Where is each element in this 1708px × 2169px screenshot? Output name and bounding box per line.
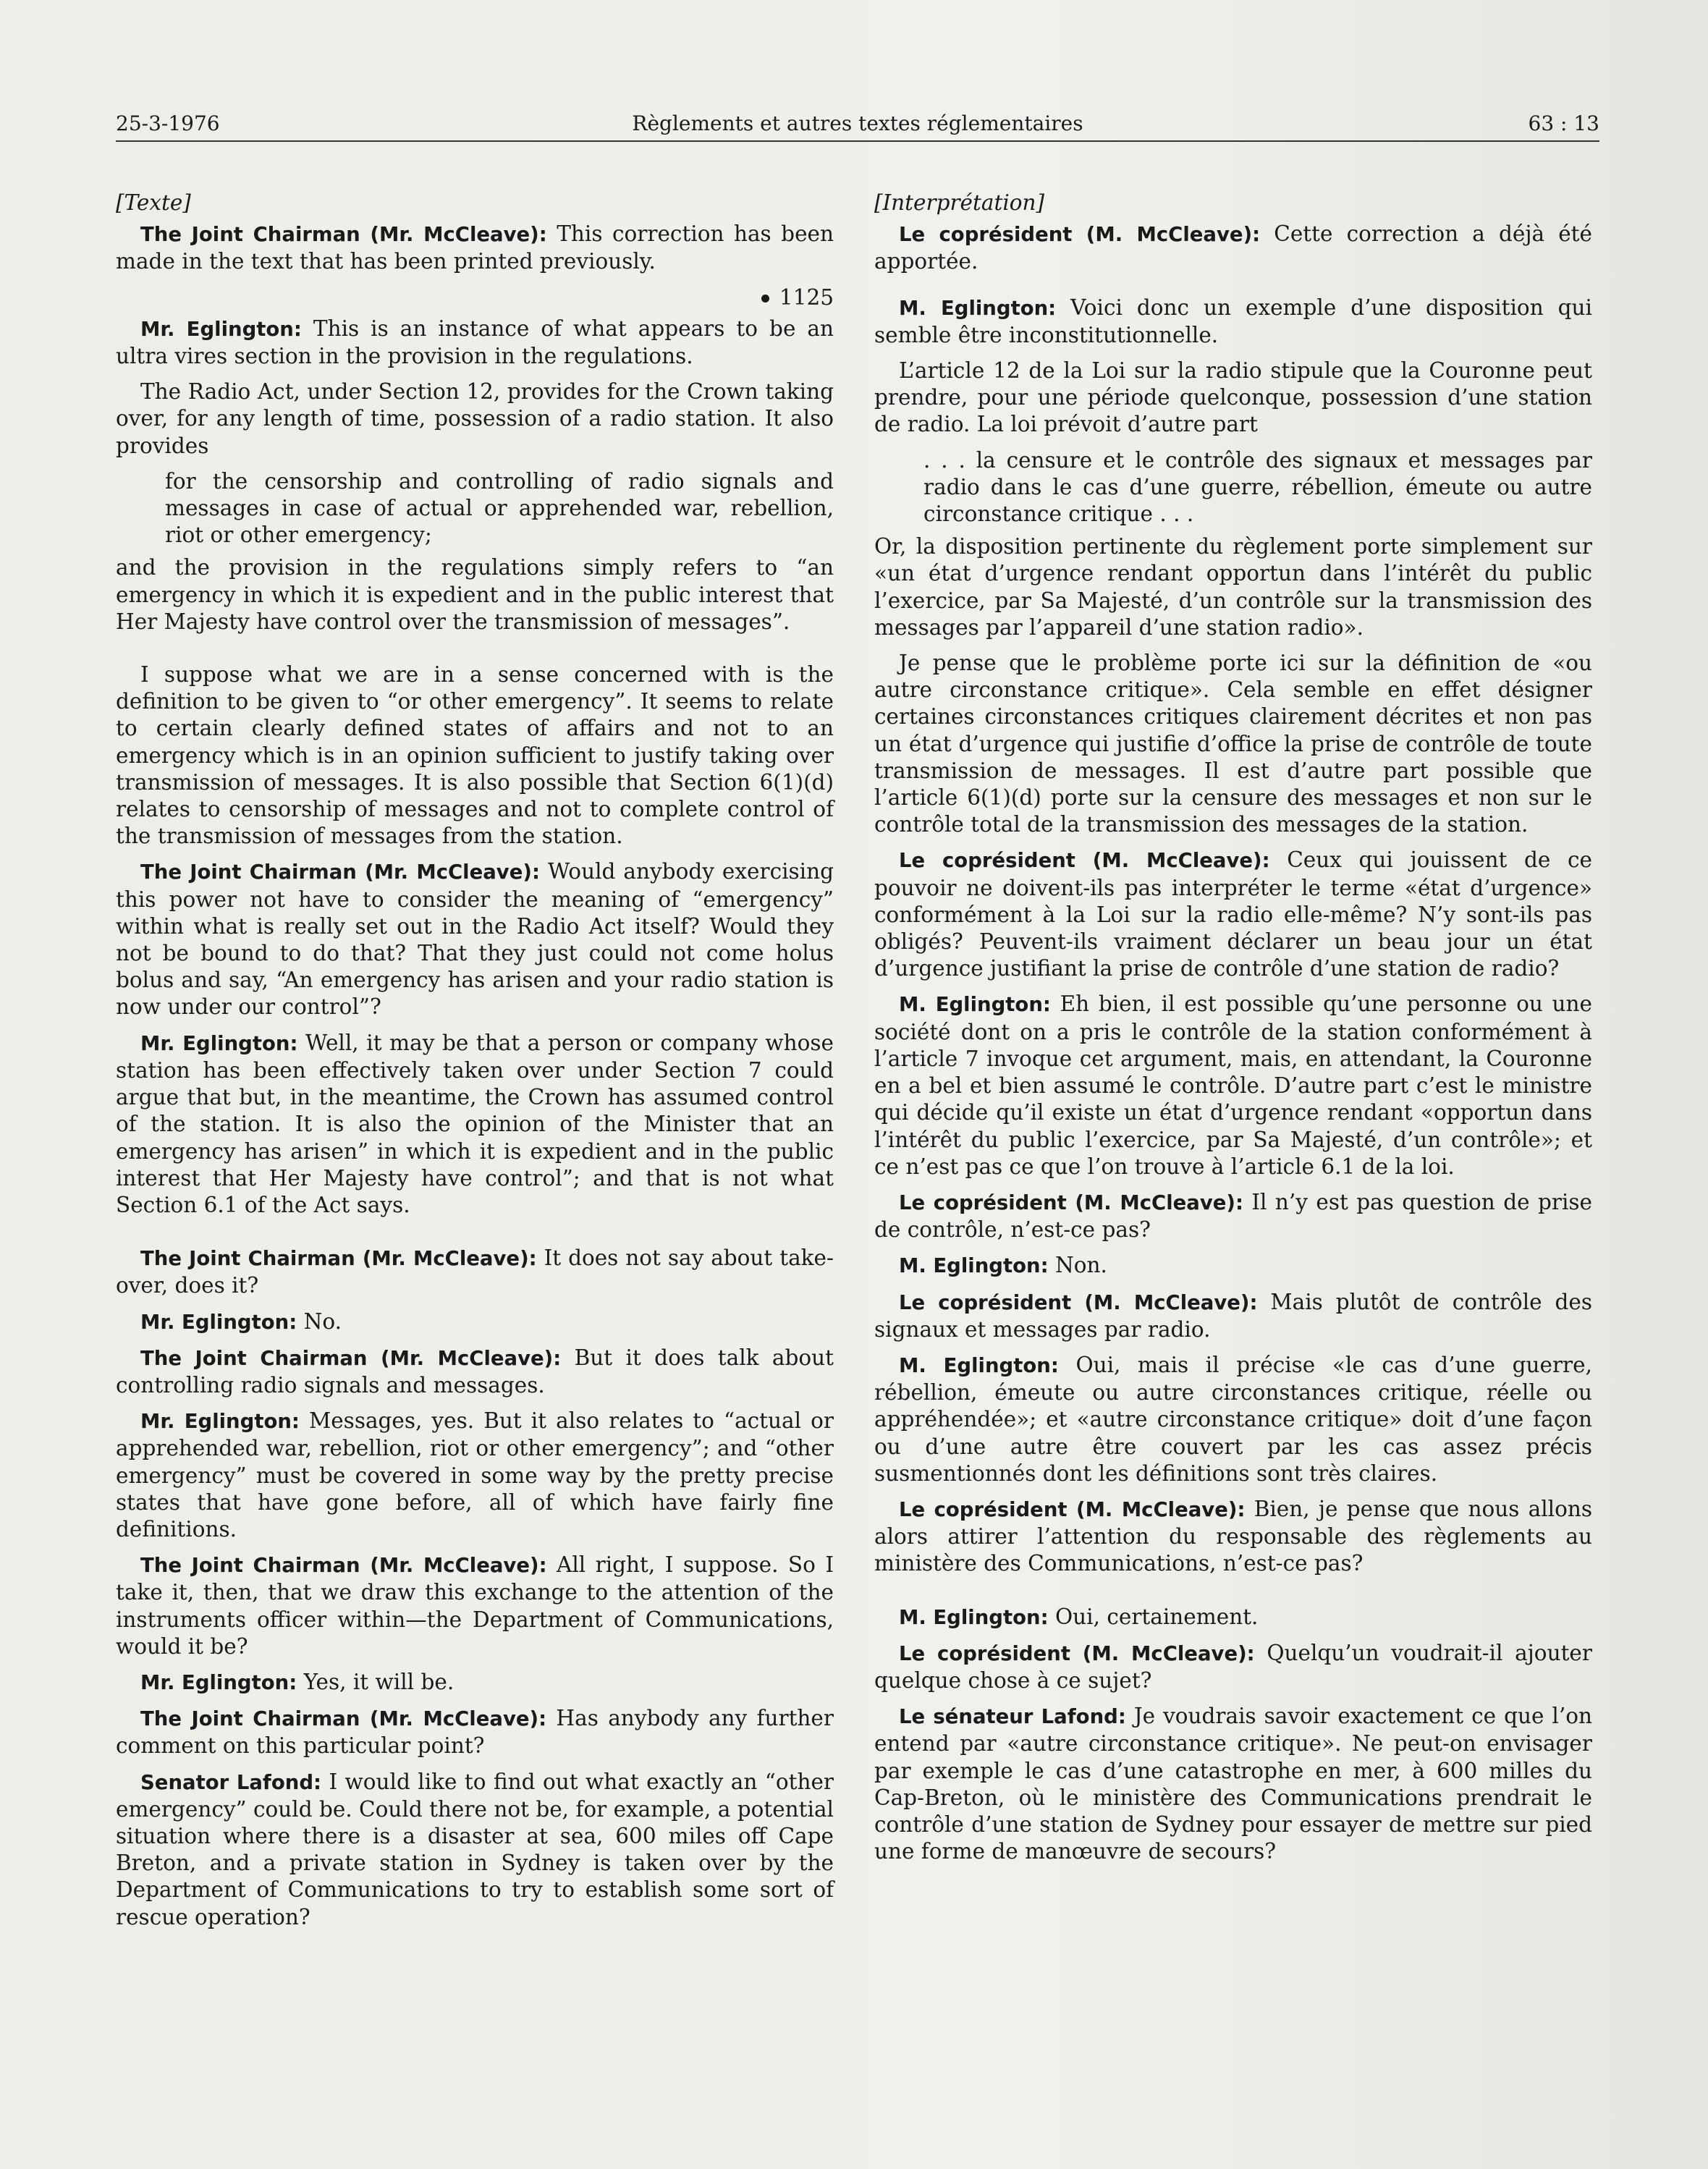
language-tag: [Interprétation] <box>874 190 1045 215</box>
english-column <box>116 190 834 1940</box>
paragraph: The Radio Act, under Section 12, provides for the Crown taking over, for any length of time, possession of a radio station. It also provides <box>116 379 834 458</box>
paragraph <box>874 1289 1592 1343</box>
page-header <box>116 107 1599 142</box>
time-marker <box>116 284 834 311</box>
speaker: The Joint Chairman (Mr. McCleave): <box>140 1247 537 1271</box>
paragraph: L’article 12 de la Loi sur la radio stipule que la Couronne peut prendre, pour une période quelconque, possession d’une station de radio. La loi prévoit d’autre part <box>874 358 1592 437</box>
speech: Quelqu’un voudrait-il ajouter quelque chose à ce sujet? <box>874 1640 1592 1693</box>
speaker: Mr. Eglington: <box>140 317 302 341</box>
speaker: Le coprésident (M. McCleave): <box>899 1497 1246 1521</box>
paragraph <box>116 316 834 370</box>
speech: Has anybody any further comment on this particular point? <box>116 1706 834 1759</box>
paragraph <box>116 221 834 275</box>
paragraph <box>116 1030 834 1219</box>
speaker: Le sénateur Lafond: <box>899 1705 1126 1729</box>
language-tag: [Texte] <box>116 190 191 215</box>
speaker: Mr. Eglington: <box>140 1410 300 1434</box>
speech: Il n’y est pas question de prise de contrôle, n’est-ce pas? <box>874 1189 1592 1243</box>
speech: Non. <box>1048 1253 1107 1278</box>
quotation: for the censorship and controlling of radio signals and messages in case of actual or apprehended war, rebellion, riot or other emergency; <box>165 468 834 548</box>
speech: All right, I suppose. So I take it, then, that we draw this exchange to the attention of the instruments officer within—the Department of Communications, would it be? <box>116 1552 834 1659</box>
speech: It does not say about take-over, does it? <box>116 1246 834 1298</box>
speech: Eh bien, il est possible qu’une personne ou une société dont on a pris le contrôle de la station conformément à l’article 7 invoque cet argument, mais, en attendant, la Couronne en a bel et bien assumé le contrôle. D’autre part c’est le ministre qui décide qu’il existe un état d’urgence rendant «opportun dans l’intérêt du public l’exercice, par Sa Majesté, d’un contrôle»; et ce n’est pas ce que l’on trouve à l’article 6.1 de la loi. <box>874 992 1592 1179</box>
speaker: Le coprésident (M. McCleave): <box>899 1191 1243 1214</box>
paragraph: I suppose what we are in a sense concerned with is the definition to be given to “or other emergency”. It seems to relate to certain clearly defined states of affairs and not to an emergency which is in an opinion sufficient to justify taking over transmission of messages. It is also possible that Section 6(1)(d) relates to censorship of messages and not to complete control of the transmission of messages from the station. <box>116 662 834 849</box>
speaker: M. Eglington: <box>899 993 1051 1017</box>
speech: Messages, yes. But it also relates to “actual or apprehended war, rebellion, riot or other emergency”; and “other emergency” must be covered in some way by the pretty precise states that have gone before, all of which have fairly fine definitions. <box>116 1408 834 1542</box>
speech: Well, it may be that a person or company whose station has been effectively taken over under Section 7 could argue that but, in the meantime, the Crown has assumed control of the station. It is also the opinion of the Minister that an emergency has arisen” in which it is expedient and in the public interest that Her Majesty have control”; and that is not what Section 6.1 of the Act says. <box>116 1030 834 1217</box>
speaker: Le coprésident (M. McCleave): <box>899 1290 1258 1314</box>
header-title: Règlements et autres textes réglementaires <box>632 111 1083 135</box>
paragraph: Je pense que le problème porte ici sur la définition de «ou autre circonstance critique». Cela semble en effet désigner certaines circonstances critiques clairement décrites et non pas un état d’urgence qui justifie d’office la prise de contrôle de toute transmission de messages. Il est d’autre part possible que l’article 6(1)(d) porte sur la censure des messages et non sur le contrôle total de la transmission des messages de la station. <box>874 651 1592 837</box>
quotation: . . . la censure et le contrôle des signaux et messages par radio dans le cas d’une guerre, rébellion, émeute ou autre circonstance critique . . . <box>923 447 1592 527</box>
speech: Would anybody exercising this power not have to consider the meaning of “emergency” within what is really set out in the Radio Act itself? Would they not be bound to do that? That they just could not come holus bolus and say, “An emergency has arisen and your radio station is now under our control”? <box>116 859 834 1020</box>
speech: Yes, it will be. <box>297 1669 455 1694</box>
paragraph <box>874 1352 1592 1487</box>
speaker: Senator Lafond: <box>140 1770 322 1794</box>
french-column <box>874 190 1592 1874</box>
speech: I would like to find out what exactly an “other emergency” could be. Could there not be, for example, a potential situation where there is a disaster at sea, 600 miles off Cape Breton, and a private station in Sydney is taken over by the Department of Communications to try to establish some sort of rescue operation? <box>116 1769 834 1929</box>
paragraph <box>874 847 1592 982</box>
paragraph <box>874 991 1592 1180</box>
speech: But it does talk about controlling radio signals and messages. <box>116 1345 834 1398</box>
speech: This correction has been made in the text that has been printed previously. <box>116 221 834 274</box>
paragraph <box>116 1552 834 1660</box>
speech: Oui, certainement. <box>1048 1604 1259 1629</box>
header-rule <box>116 140 1599 142</box>
speech: Je voudrais savoir exactement ce que l’on entend par «autre circonstance critique». Ne peut-on envisager par exemple le cas d’une catastrophe en mer, à 600 milles du Cap-Breton, où le ministère des Communications prendrait le contrôle d’une station de Sydney pour essayer de mettre sur pied une forme de manœuvre de secours? <box>874 1704 1592 1864</box>
speech: Bien, je pense que nous allons alors attirer l’attention du responsable des règlements au ministère des Communications, n’est-ce pas? <box>874 1496 1592 1576</box>
header-date: 25-3-1976 <box>116 111 220 135</box>
speaker: Le coprésident (M. McCleave): <box>899 1641 1255 1665</box>
speaker: M. Eglington: <box>899 1254 1049 1278</box>
paragraph <box>116 1769 834 1931</box>
paragraph <box>874 1604 1592 1631</box>
paragraph <box>116 1308 834 1336</box>
speaker: The Joint Chairman (Mr. McCleave): <box>140 1554 547 1578</box>
paragraph <box>116 1705 834 1759</box>
paragraph <box>874 1496 1592 1578</box>
speech: No. <box>297 1308 342 1334</box>
speaker: Le coprésident (M. McCleave): <box>899 849 1270 873</box>
speech: Oui, mais il précise «le cas d’une guerre, rébellion, émeute ou autre circonstances critique, réelle ou appréhendée»; et «autre circonstance critique» doit d’une façon ou d’une autre être couvert par les cas assez précis susmentionnés dont les définitions sont très claires. <box>874 1352 1592 1486</box>
paragraph <box>874 221 1592 275</box>
paragraph <box>874 1640 1592 1694</box>
speaker: Mr. Eglington: <box>140 1670 297 1694</box>
speech: Ceux qui jouissent de ce pouvoir ne doivent-ils pas interpréter le terme «état d’urgence» conformément à la Loi sur la radio elle-même? N’y sont-ils pas obligés? Peuvent-ils vraiment déclarer un beau jour un état d’urgence justifiant la prise de contrôle d’une station de radio? <box>874 847 1592 981</box>
speaker: Mr. Eglington: <box>140 1310 297 1334</box>
paragraph <box>116 1245 834 1299</box>
time-value: 1125 <box>779 284 834 310</box>
paragraph <box>116 1408 834 1543</box>
paragraph <box>874 1252 1592 1280</box>
paragraph: Or, la disposition pertinente du règlement porte simplement sur «un état d’urgence rendant opportun dans l’intérêt du public l’exercice, par Sa Majesté, d’un contrôle sur la transmission des messages par l’appareil d’une station radio». <box>874 534 1592 640</box>
speech: Voici donc un exemple d’une disposition qui semble être inconstitutionnelle. <box>874 295 1592 347</box>
speaker: Le coprésident (M. McCleave): <box>899 223 1261 247</box>
speaker: M. Eglington: <box>899 1605 1049 1629</box>
speaker: Mr. Eglington: <box>140 1031 298 1055</box>
speaker: M. Eglington: <box>899 296 1057 320</box>
paragraph <box>116 858 834 1020</box>
speaker: The Joint Chairman (Mr. McCleave): <box>140 1707 547 1731</box>
header-page-number: 63 : 13 <box>1528 111 1599 135</box>
speech: Mais plutôt de contrôle des signaux et messages par radio. <box>874 1289 1592 1342</box>
bullet-icon <box>761 295 769 303</box>
speech: Cette correction a déjà été apportée. <box>874 221 1592 274</box>
paragraph <box>116 1669 834 1696</box>
speaker: The Joint Chairman (Mr. McCleave): <box>140 861 540 884</box>
paragraph <box>116 1345 834 1399</box>
speech: This is an instance of what appears to be an ultra vires section in the provision in the regulations. <box>116 316 834 369</box>
paragraph <box>874 1189 1592 1243</box>
speaker: M. Eglington: <box>899 1353 1059 1377</box>
paragraph: and the provision in the regulations simply refers to “an emergency in which it is expedient and in the public interest that Her Majesty have control over the transmission of messages”. <box>116 555 834 634</box>
speaker: The Joint Chairman (Mr. McCleave): <box>140 223 547 247</box>
paragraph <box>874 1703 1592 1865</box>
speaker: The Joint Chairman (Mr. McCleave): <box>140 1346 562 1370</box>
paragraph <box>874 295 1592 349</box>
